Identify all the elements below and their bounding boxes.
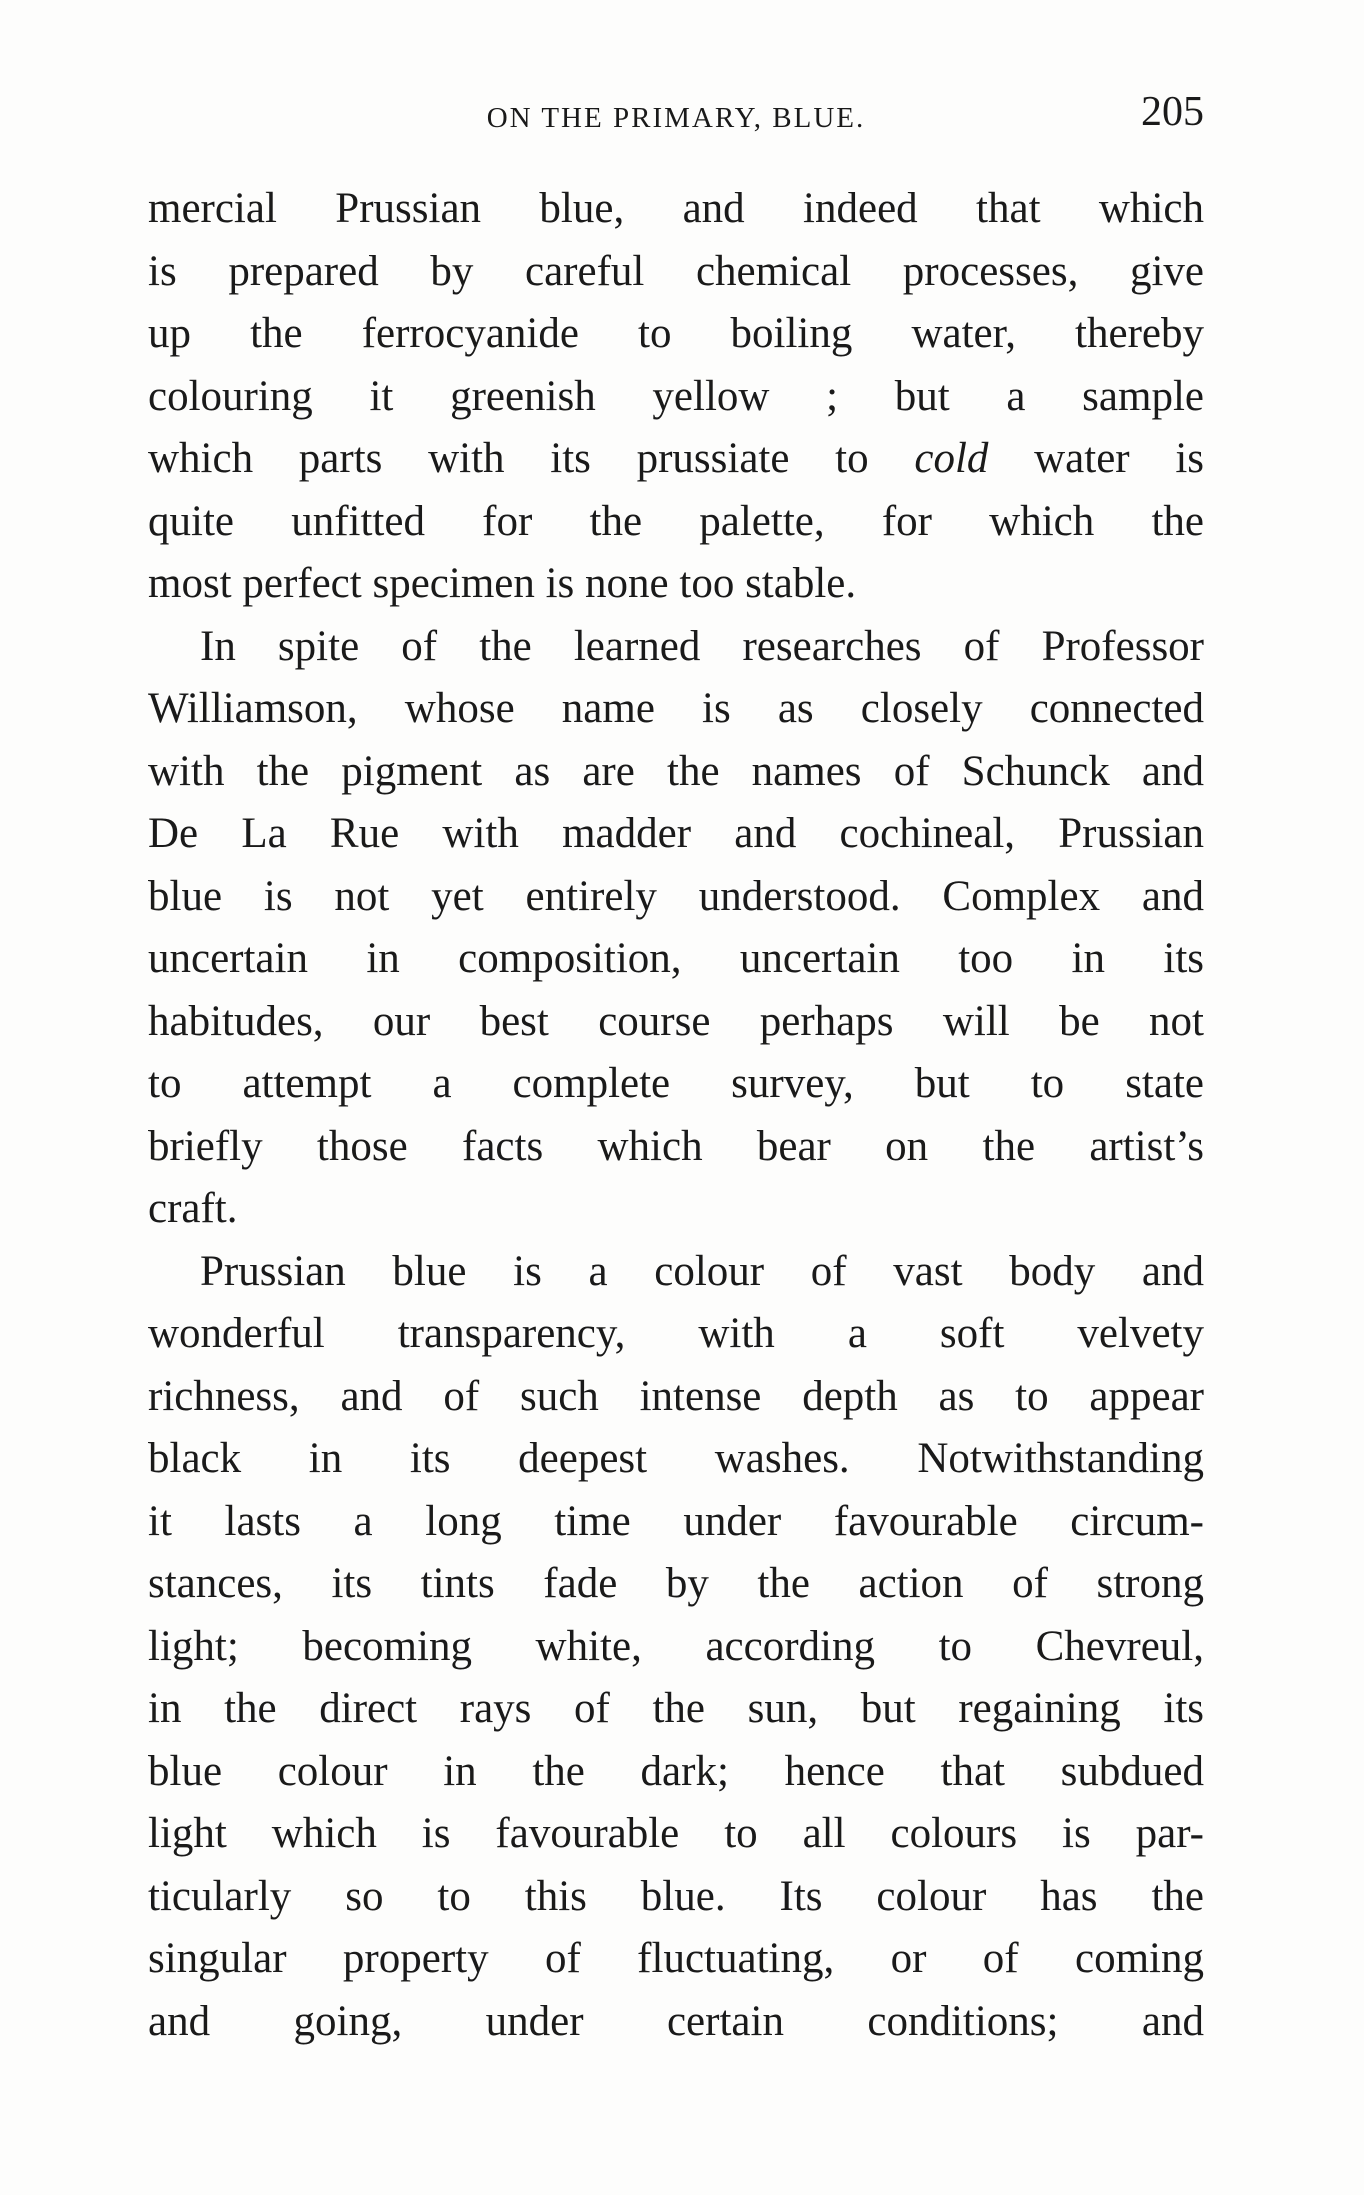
text-line: light; becoming white, according to Chevreul, — [148, 1622, 1204, 1670]
text-line: briefly those facts which bear on the artist’s — [148, 1122, 1204, 1170]
text-line: blue is not yet entirely understood. Complex and — [148, 872, 1204, 920]
text-line: stances, its tints fade by the action of strong — [148, 1560, 1204, 1607]
running-title: ON THE PRIMARY, BLUE. — [486, 102, 866, 134]
text-line: wonderful transparency, with a soft velvety — [148, 1310, 1204, 1357]
text-line: craft. — [148, 1185, 238, 1232]
paragraph-first-line: Prussian blue is a colour of vast body and — [200, 1247, 1204, 1295]
body-text — [148, 178, 1204, 2053]
text-line: light which is favourable to all colours is par- — [148, 1810, 1204, 1857]
text-line: and going, under certain conditions; and — [148, 1997, 1204, 2045]
text-line: habitudes, our best course perhaps will be not — [148, 997, 1204, 1045]
text-line: black in its deepest washes. Notwithstanding — [148, 1435, 1204, 1482]
italic-word: cold — [914, 435, 989, 482]
text-segment: which parts with its prussiate to — [148, 435, 915, 482]
text-segment: water is — [988, 435, 1205, 482]
text-line: Williamson, whose name is as closely connected — [148, 685, 1204, 732]
text-line: richness, and of such intense depth as to appear — [148, 1372, 1204, 1420]
text-line: up the ferrocyanide to boiling water, thereby — [148, 310, 1204, 357]
text-line: mercial Prussian blue, and indeed that which — [148, 185, 1204, 232]
page-number: 205 — [1141, 89, 1204, 135]
text-line: quite unfitted for the palette, for which the — [148, 497, 1204, 545]
text-line: in the direct rays of the sun, but regaining its — [148, 1685, 1204, 1732]
text-line: to attempt a complete survey, but to state — [148, 1060, 1204, 1107]
text-line: it lasts a long time under favourable circum- — [148, 1497, 1204, 1545]
text-line: singular property of fluctuating, or of coming — [148, 1935, 1204, 1982]
text-line — [148, 428, 1204, 491]
text-line: blue colour in the dark; hence that subdued — [148, 1747, 1204, 1795]
text-line: colouring it greenish yellow ; but a sample — [148, 372, 1204, 420]
running-head — [148, 88, 1204, 148]
text-line: with the pigment as are the names of Schunck and — [148, 747, 1204, 795]
text-line: is prepared by careful chemical processes, give — [148, 247, 1204, 295]
paragraph-first-line: In spite of the learned researches of Professor — [200, 622, 1204, 670]
text-line: De La Rue with madder and cochineal, Prussian — [148, 810, 1204, 857]
text-line: most perfect specimen is none too stable. — [148, 560, 857, 607]
text-line: ticularly so to this blue. Its colour has the — [148, 1872, 1204, 1920]
text-line: uncertain in composition, uncertain too in its — [148, 935, 1204, 982]
